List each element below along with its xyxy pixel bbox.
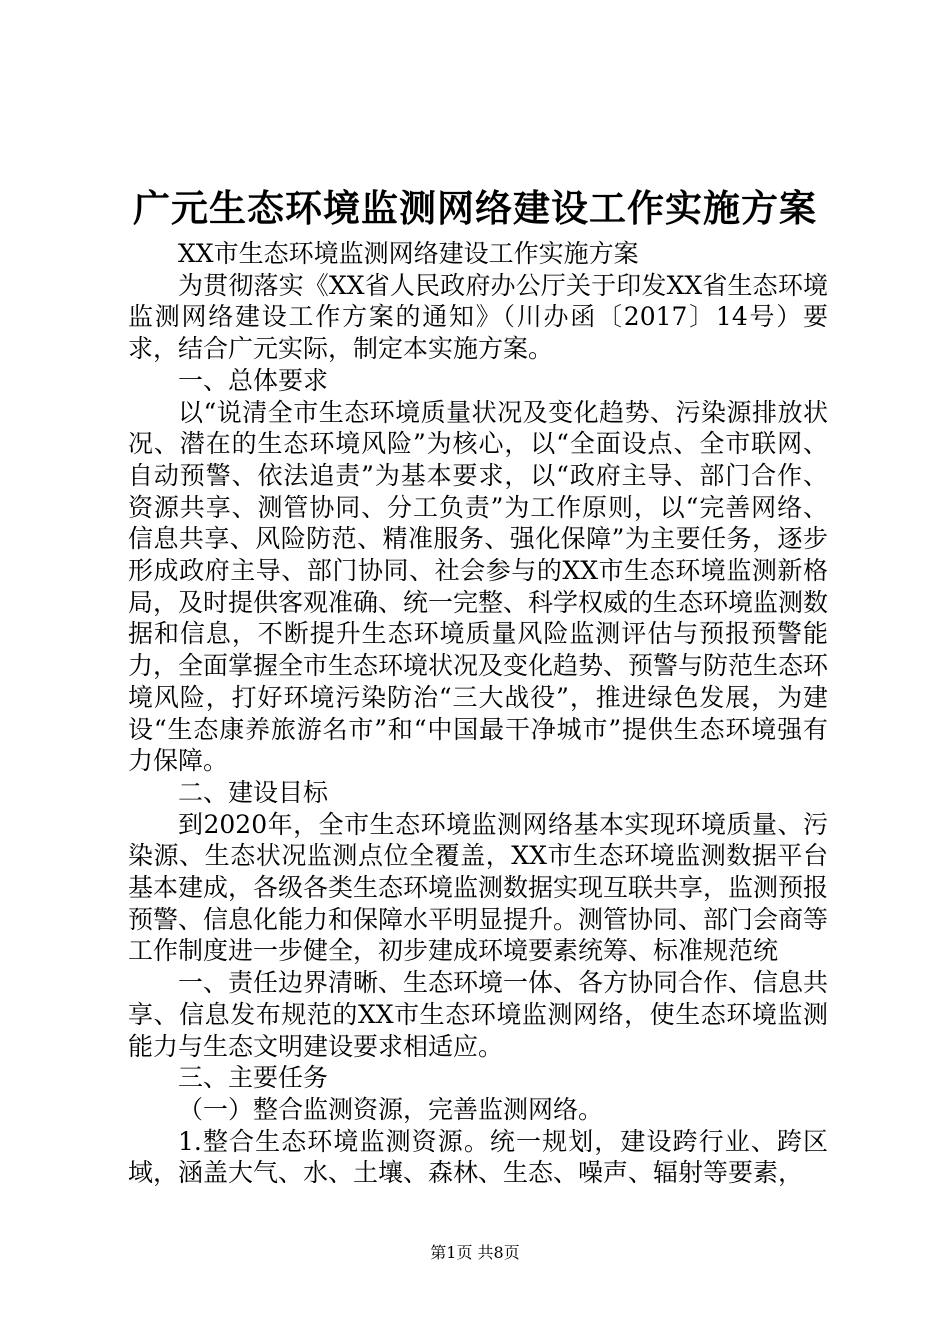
paragraph-general-requirements: 以“说清全市生态环境质量状况及变化趋势、污染源排放状况、潜在的生态环境风险”为核心，以“全面设点、全市联网、自动预警、依法追责”为基本要求，以“政府主导、部门合作、资源共享、测管协同、分工负责”为工作原则，以“完善网络、信息共享、风险防范、精准服务、强化保障”为主要任务，逐步形成政府主导、部门协同、社会参与的XX市生态环境监测新格局，及时提供客观准确、统一完整、科学权威的生态环境监测数据和信息，不断提升生态环境质量风险监测评估与预报预警能力，全面掌握全市生态环境状况及变化趋势、预警与防范生态环境风险，打好环境污染防治“三大战役”，推进绿色发展，为建设“生态康养旅游名市”和“中国最干净城市”提供生态环境强有力保障。 bbox=[128, 397, 829, 776]
paragraph-subtitle: XX市生态环境监测网络建设工作实施方案 bbox=[178, 239, 639, 268]
paragraph-task-1: 1.整合生态环境监测资源。统一规划，建设跨行业、跨区域，涵盖大气、水、土壤、森林、生态、噪声、辐射等要素， bbox=[128, 1126, 828, 1188]
paragraph-goals: 到2020年，全市生态环境监测网络基本实现环境质量、污染源、生态状况监测点位全覆盖，XX市生态环境监测数据平台基本建成，各级各类生态环境监测数据实现互联共享，监测预报预警、信息化能力和保障水平明显提升。测管协同、部门会商等工作制度进一步健全，初步建成环境要素统筹、标准规范统 bbox=[128, 809, 829, 966]
paragraph-goals-continued: 一、责任边界清晰、生态环境一体、各方协同合作、信息共享、信息发布规范的XX市生态环境监测网络，使生态环境监测能力与生态文明建设要求相适应。 bbox=[128, 968, 829, 1061]
document-body bbox=[128, 238, 828, 1189]
section-heading-2: 二、建设目标 bbox=[178, 777, 329, 807]
section-heading-3: 三、主要任务 bbox=[178, 1063, 329, 1093]
paragraph-intro: 为贯彻落实《XX省人民政府办公厅关于印发XX省生态环境监测网络建设工作方案的通知》（川办函〔2017〕14号）要求，结合广元实际，制定本实施方案。 bbox=[128, 270, 828, 364]
section-heading-1: 一、总体要求 bbox=[178, 365, 329, 395]
page-number-footer: 第1页 共8页 bbox=[430, 1243, 520, 1262]
document-title: 广元生态环境监测网络建设工作实施方案 bbox=[133, 186, 817, 230]
subsection-heading-1: （一）整合监测资源，完善监测网络。 bbox=[178, 1094, 604, 1124]
